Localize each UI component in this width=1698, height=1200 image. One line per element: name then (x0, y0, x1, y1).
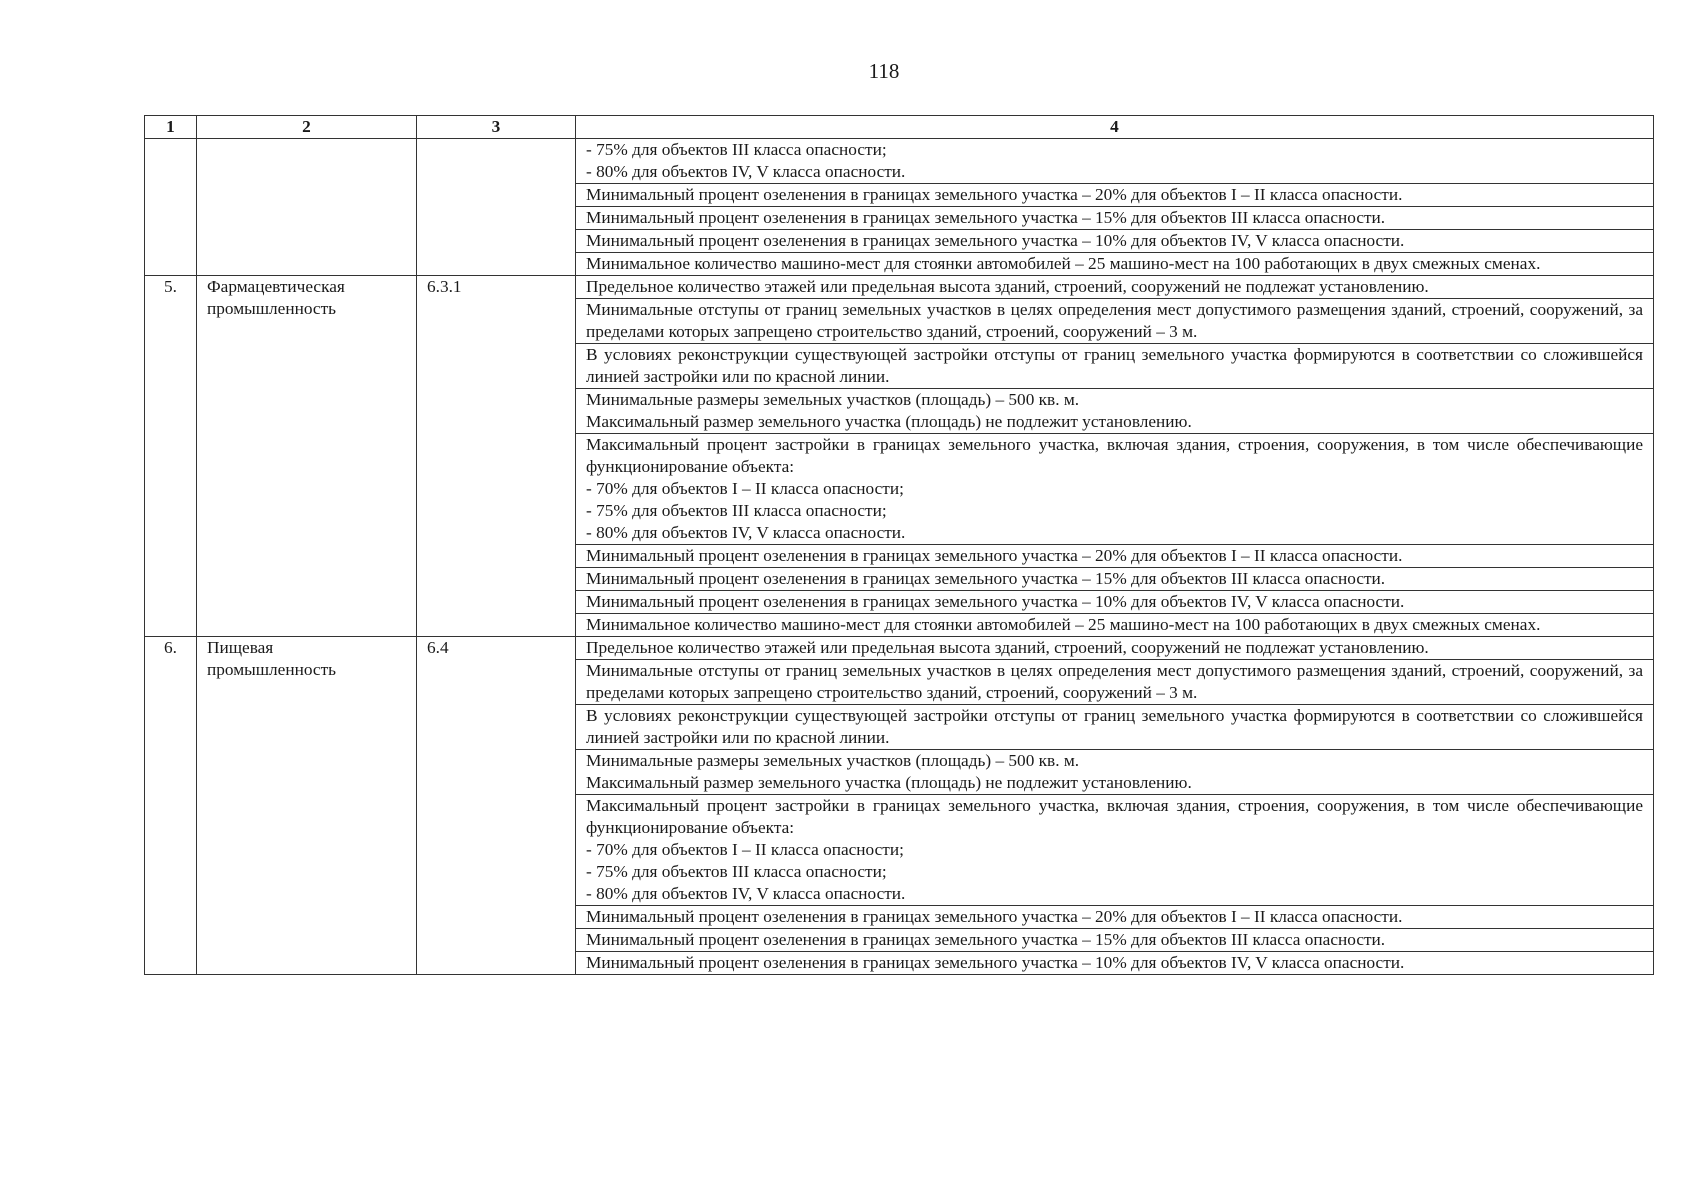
text-line: Минимальные размеры земельных участков (площадь) – 500 кв. м. (586, 751, 1080, 770)
regulation-text-cell (576, 276, 1654, 299)
text-line: Минимальный процент озеленения в границах земельного участка – 10% для объектов IV, V класса опасности. (586, 592, 1405, 611)
text-line: Минимальный процент озеленения в границах земельного участка – 15% для объектов III класса опасности. (586, 930, 1386, 949)
activity-name-line: промышленность (207, 299, 337, 318)
regulation-text-cell (576, 230, 1654, 253)
text-line: В условиях реконструкции существующей застройки отступы от границ земельного участка формируются в соответствии со сложившейся линией застройки или по красной линии. (586, 706, 1643, 747)
activity-name-cell (197, 139, 417, 276)
text-line: - 75% для объектов III класса опасности; (586, 862, 887, 881)
text-line: Минимальный процент озеленения в границах земельного участка – 20% для объектов I – II класса опасности. (586, 185, 1403, 204)
regulation-text-cell (576, 344, 1654, 389)
table-row (145, 276, 1654, 299)
regulation-text-cell (576, 207, 1654, 230)
regulation-text-cell (576, 184, 1654, 207)
text-line: - 75% для объектов III класса опасности; (586, 501, 887, 520)
table-body (145, 139, 1654, 975)
text-line: Минимальные отступы от границ земельных участков в целях определения мест допустимого размещения зданий, строений, сооружений, за пределами которых запрещено строительство зданий, строений, сооружений – 3 м. (586, 300, 1643, 341)
regulation-text-cell (576, 591, 1654, 614)
regulation-text-cell (576, 952, 1654, 975)
text-line: Минимальные отступы от границ земельных участков в целях определения мест допустимого размещения зданий, строений, сооружений, за пределами которых запрещено строительство зданий, строений, сооружений – 3 м. (586, 661, 1643, 702)
text-line: - 70% для объектов I – II класса опасности; (586, 479, 904, 498)
regulation-text-cell (576, 906, 1654, 929)
text-line: - 75% для объектов III класса опасности; (586, 140, 887, 159)
regulation-text-cell (576, 614, 1654, 637)
text-line: Минимальный процент озеленения в границах земельного участка – 10% для объектов IV, V класса опасности. (586, 953, 1405, 972)
column-header-1: 1 (145, 116, 197, 139)
row-number-cell (145, 139, 197, 276)
table-row (145, 139, 1654, 184)
text-line: Максимальный процент застройки в границах земельного участка, включая здания, строения, сооружения, в том числе обеспечивающие функционирование объекта: (586, 796, 1643, 837)
text-line: - 80% для объектов IV, V класса опасности. (586, 162, 906, 181)
activity-code-cell (417, 139, 576, 276)
activity-name-line: промышленность (207, 660, 337, 679)
regulation-text-cell (576, 929, 1654, 952)
regulation-text-cell (576, 139, 1654, 184)
activity-name-line: Пищевая (207, 638, 274, 657)
regulation-text-cell (576, 545, 1654, 568)
regulation-text-cell (576, 299, 1654, 344)
text-line: В условиях реконструкции существующей застройки отступы от границ земельного участка формируются в соответствии со сложившейся линией застройки или по красной линии. (586, 345, 1643, 386)
column-header-2: 2 (197, 116, 417, 139)
regulation-text-cell (576, 705, 1654, 750)
text-line: Минимальный процент озеленения в границах земельного участка – 15% для объектов III класса опасности. (586, 208, 1386, 227)
regulation-text-cell (576, 637, 1654, 660)
text-line: Предельное количество этажей или предельная высота зданий, строений, сооружений не подлежат установлению. (586, 277, 1429, 296)
activity-code-cell: 6.3.1 (417, 276, 576, 637)
column-header-4: 4 (576, 116, 1654, 139)
regulation-text-cell (576, 660, 1654, 705)
text-line: Минимальные размеры земельных участков (площадь) – 500 кв. м. (586, 390, 1080, 409)
activity-name-line: Фармацевтическая (207, 277, 345, 296)
table-row (145, 637, 1654, 660)
text-line: Минимальный процент озеленения в границах земельного участка – 20% для объектов I – II класса опасности. (586, 546, 1403, 565)
row-number-cell: 5. (145, 276, 197, 637)
activity-code-cell: 6.4 (417, 637, 576, 975)
text-line: - 80% для объектов IV, V класса опасности. (586, 884, 906, 903)
regulation-text-cell (576, 568, 1654, 591)
text-line: Минимальный процент озеленения в границах земельного участка – 10% для объектов IV, V класса опасности. (586, 231, 1405, 250)
regulation-text-cell (576, 253, 1654, 276)
text-line: Минимальное количество машино-мест для стоянки автомобилей – 25 машино-мест на 100 работающих в двух смежных сменах. (586, 254, 1541, 273)
text-line: Минимальный процент озеленения в границах земельного участка – 15% для объектов III класса опасности. (586, 569, 1386, 588)
regulations-table (144, 115, 1654, 975)
text-line: Максимальный размер земельного участка (площадь) не подлежит установлению. (586, 773, 1192, 792)
table-header-row (145, 116, 1654, 139)
column-header-3: 3 (417, 116, 576, 139)
activity-name-cell (197, 276, 417, 637)
text-line: Предельное количество этажей или предельная высота зданий, строений, сооружений не подлежат установлению. (586, 638, 1429, 657)
row-number-cell: 6. (145, 637, 197, 975)
regulation-text-cell (576, 434, 1654, 545)
activity-name-cell (197, 637, 417, 975)
regulation-text-cell (576, 750, 1654, 795)
page-number: 118 (868, 59, 900, 83)
text-line: - 70% для объектов I – II класса опасности; (586, 840, 904, 859)
text-line: Минимальное количество машино-мест для стоянки автомобилей – 25 машино-мест на 100 работающих в двух смежных сменах. (586, 615, 1541, 634)
text-line: Максимальный размер земельного участка (площадь) не подлежит установлению. (586, 412, 1192, 431)
text-line: - 80% для объектов IV, V класса опасности. (586, 523, 906, 542)
text-line: Максимальный процент застройки в границах земельного участка, включая здания, строения, сооружения, в том числе обеспечивающие функционирование объекта: (586, 435, 1643, 476)
text-line: Минимальный процент озеленения в границах земельного участка – 20% для объектов I – II класса опасности. (586, 907, 1403, 926)
regulation-text-cell (576, 389, 1654, 434)
regulation-text-cell (576, 795, 1654, 906)
